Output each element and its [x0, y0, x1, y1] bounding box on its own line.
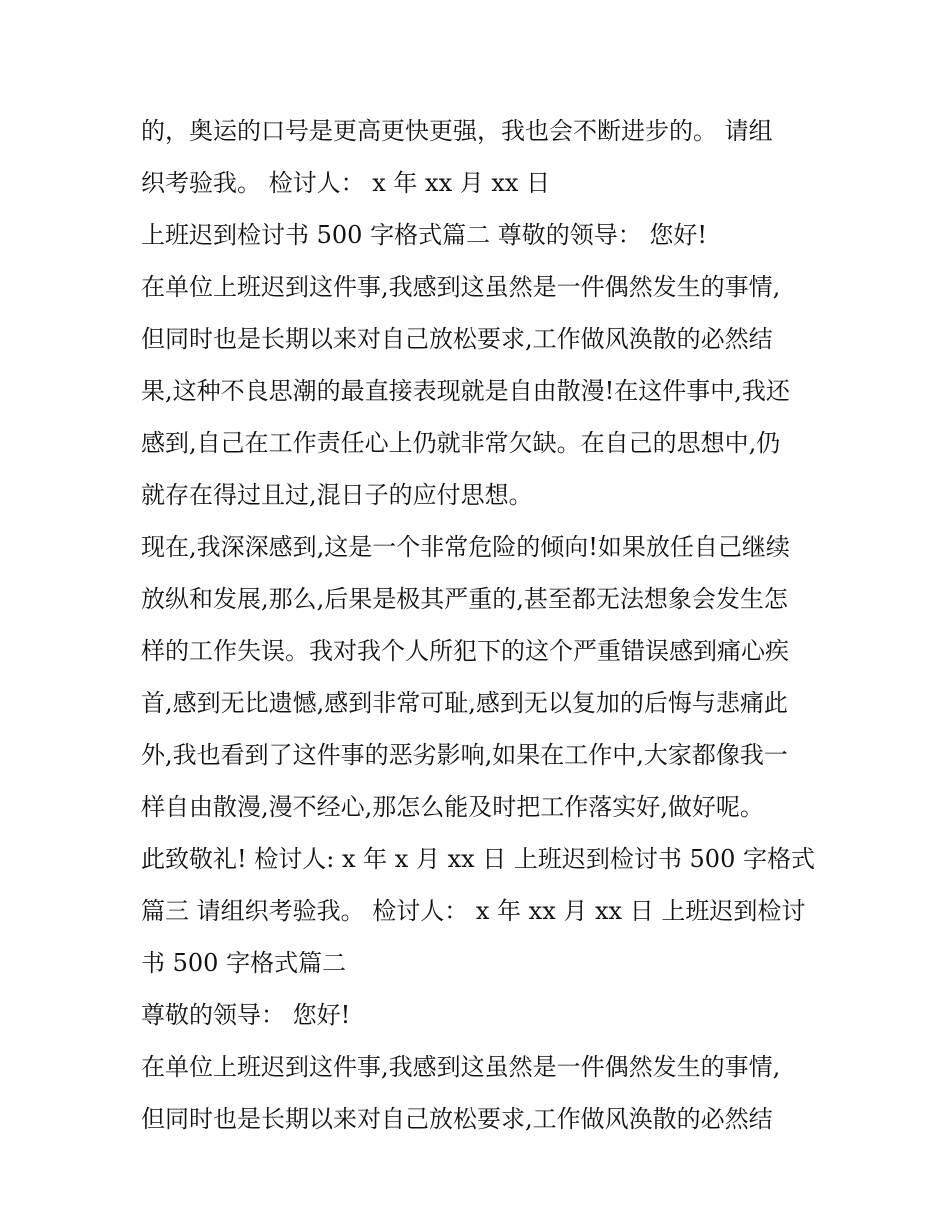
text-line-1: 的，奥运的口号是更高更快更强，我也会不断进步的。 请组 — [141, 117, 773, 145]
text-line-20: 但同时也是长期以来对自己放松要求,工作做风涣散的必然结 — [141, 1105, 773, 1133]
text-line-18: 尊敬的领导： 您好! — [141, 1001, 351, 1029]
text-line-17: 书 500 字格式篇二 — [141, 949, 347, 977]
text-line-4: 在单位上班迟到这件事,我感到这虽然是一件偶然发生的事情, — [141, 273, 781, 301]
text-line-15: 此致敬礼! 检讨人: x 年 x 月 xx 日 上班迟到检讨书 500 字格式 — [141, 845, 815, 873]
text-line-19: 在单位上班迟到这件事,我感到这虽然是一件偶然发生的事情, — [141, 1053, 781, 1081]
text-line-13: 外,我也看到了这件事的恶劣影响,如果在工作中,大家都像我一 — [141, 741, 788, 769]
text-line-3: 上班迟到检讨书 500 字格式篇二 尊敬的领导： 您好! — [141, 221, 707, 249]
document-body — [141, 105, 821, 1145]
text-line-9: 现在,我深深感到,这是一个非常危险的倾向!如果放任自己继续 — [141, 533, 790, 561]
text-line-11: 样的工作失误。我对我个人所犯下的这个严重错误感到痛心疾 — [141, 637, 789, 665]
text-line-7: 感到,自己在工作责任心上仍就非常欠缺。在自己的思想中,仍 — [141, 429, 781, 457]
text-line-14: 样自由散漫,漫不经心,那怎么能及时把工作落实好,做好呢。 — [141, 793, 764, 821]
text-line-16: 篇三 请组织考验我。 检讨人： x 年 xx 月 xx 日 上班迟到检讨 — [141, 897, 806, 925]
text-line-8: 就存在得过且过,混日子的应付思想。 — [141, 481, 533, 509]
text-line-6: 果,这种不良思潮的最直接表现就是自由散漫!在这件事中,我还 — [141, 377, 790, 405]
text-line-10: 放纵和发展,那么,后果是极其严重的,甚至都无法想象会发生怎 — [141, 585, 788, 613]
text-line-5: 但同时也是长期以来对自己放松要求,工作做风涣散的必然结 — [141, 325, 773, 353]
text-line-12: 首,感到无比遗憾,感到非常可耻,感到无以复加的后悔与悲痛此 — [141, 689, 788, 717]
text-line-2: 织考验我。 检讨人： x 年 xx 月 xx 日 — [141, 169, 551, 197]
